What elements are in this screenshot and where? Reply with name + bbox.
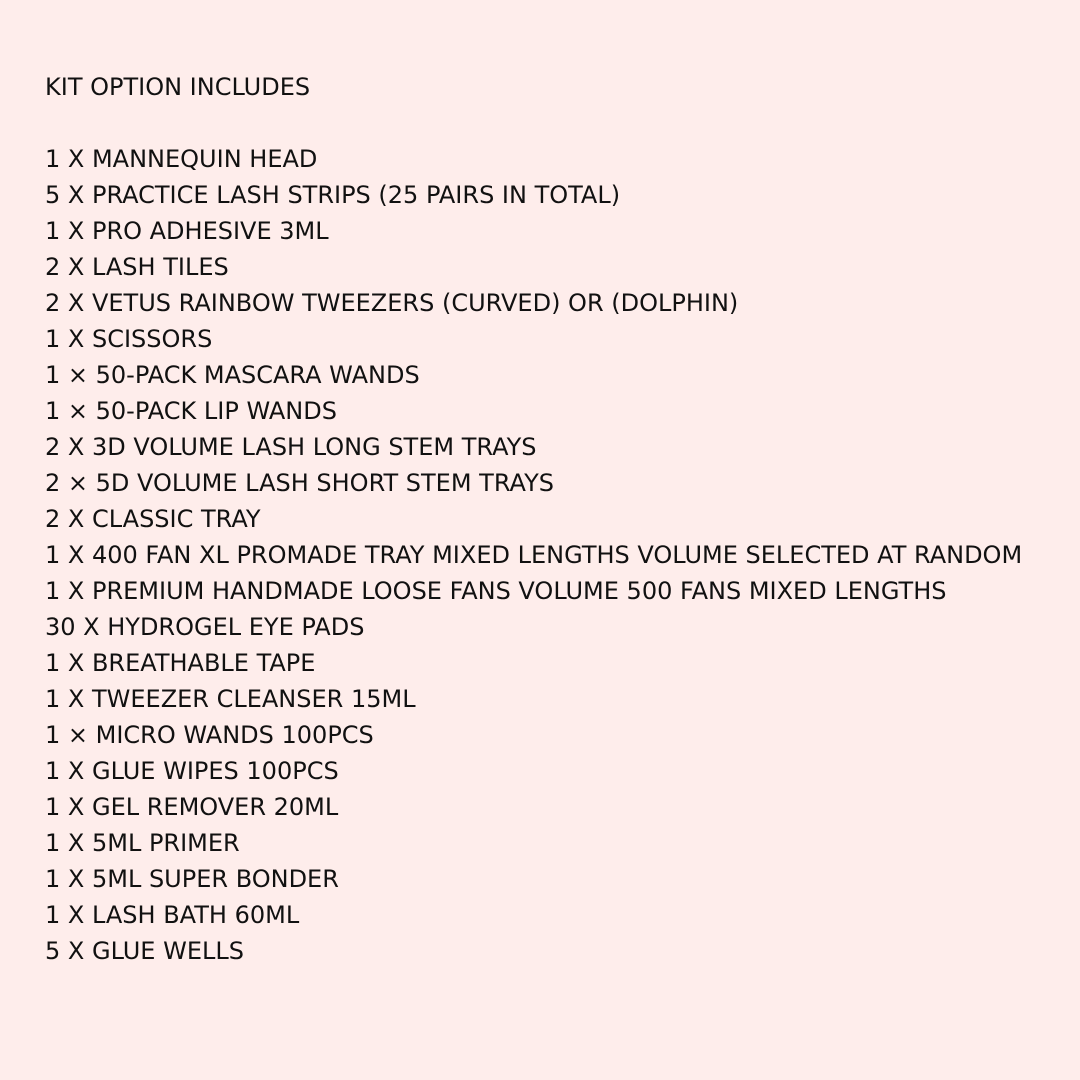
kit-item: 1 X MANNEQUIN HEAD — [45, 145, 318, 173]
kit-item: 2 X LASH TILES — [45, 253, 229, 281]
kit-item: 1 × 50-PACK MASCARA WANDS — [45, 361, 420, 389]
kit-item-list — [45, 141, 1035, 969]
kit-item: 30 X HYDROGEL EYE PADS — [45, 613, 365, 641]
heading-spacer — [45, 105, 1035, 141]
kit-item: 1 X TWEEZER CLEANSER 15ML — [45, 685, 416, 713]
kit-item: 1 X GEL REMOVER 20ML — [45, 793, 339, 821]
kit-item: 1 X 5ML SUPER BONDER — [45, 865, 339, 893]
kit-item: 5 X GLUE WELLS — [45, 937, 244, 965]
kit-item: 5 X PRACTICE LASH STRIPS (25 PAIRS IN TOTAL) — [45, 181, 621, 209]
kit-item: 2 × 5D VOLUME LASH SHORT STEM TRAYS — [45, 469, 554, 497]
kit-item: 1 X SCISSORS — [45, 325, 213, 353]
kit-heading: KIT OPTION INCLUDES — [45, 73, 311, 101]
kit-item: 1 × MICRO WANDS 100PCS — [45, 721, 374, 749]
kit-item: 1 X 400 FAN XL PROMADE TRAY MIXED LENGTHS VOLUME SELECTED AT RANDOM — [45, 541, 1023, 569]
kit-contents-block — [45, 69, 1035, 969]
kit-item: 2 X 3D VOLUME LASH LONG STEM TRAYS — [45, 433, 537, 461]
kit-item: 1 X PRO ADHESIVE 3ML — [45, 217, 329, 245]
kit-item: 1 X PREMIUM HANDMADE LOOSE FANS VOLUME 500 FANS MIXED LENGTHS — [45, 577, 947, 605]
kit-item: 1 X BREATHABLE TAPE — [45, 649, 316, 677]
kit-item: 2 X VETUS RAINBOW TWEEZERS (CURVED) OR (DOLPHIN) — [45, 289, 739, 317]
kit-item: 1 X 5ML PRIMER — [45, 829, 240, 857]
kit-item: 1 X GLUE WIPES 100PCS — [45, 757, 339, 785]
kit-item: 2 X CLASSIC TRAY — [45, 505, 261, 533]
kit-item: 1 X LASH BATH 60ML — [45, 901, 300, 929]
kit-item: 1 × 50-PACK LIP WANDS — [45, 397, 337, 425]
